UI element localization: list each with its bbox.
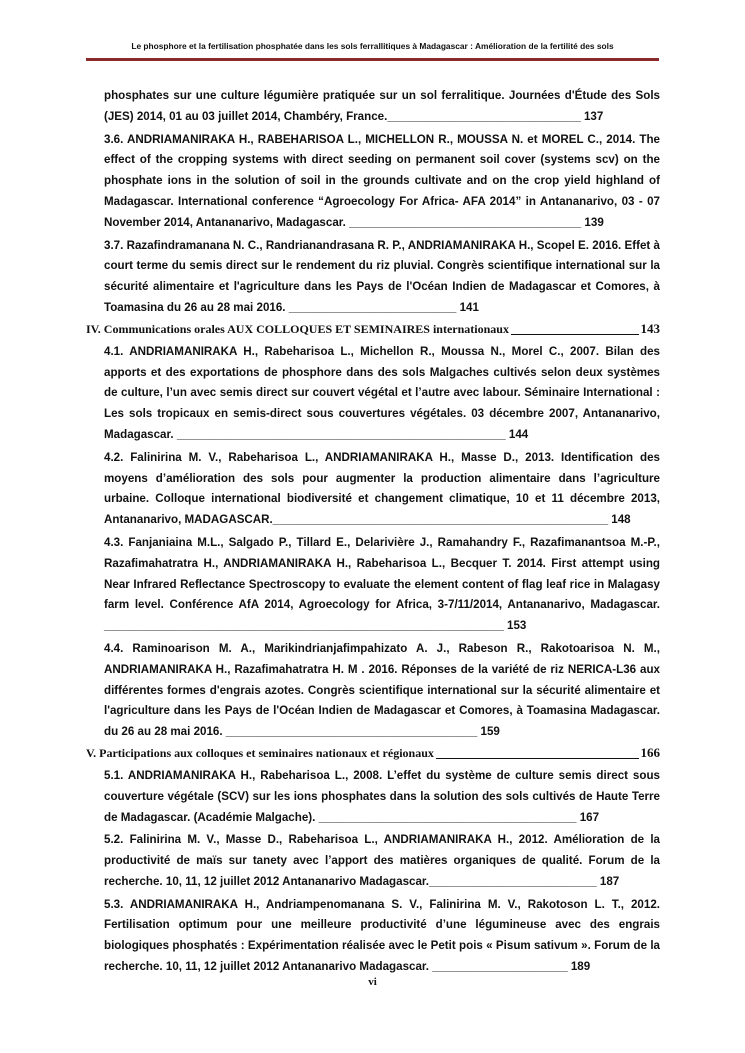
header-rule: [86, 58, 659, 61]
toc-section-iv[interactable]: [86, 321, 660, 337]
running-header: Le phosphore et la fertilisation phosphatée dans les sols ferrallitiques à Madagascar : Amélioration de la fertilité des sols: [131, 41, 614, 51]
section-v-page: 166: [640, 744, 660, 760]
toc-entry-5-1[interactable]: 5.1. ANDRIAMANIRAKA H., Rabeharisoa L., 2008. L’effet du système de culture semis direct sous couverture végétale (SCV) sur les ions phosphates dans la solution des sols cultivés de Haute Terre de Madagascar. (Académie Malgache). ________________________________________ 167: [104, 768, 660, 824]
toc-entry-5-2[interactable]: 5.2. Falinirina M. V., Masse D., Rabeharisoa L., ANDRIAMANIRAKA H., 2012. Amélioration de la productivité de maïs sur tanety avec l’apport des matières organiques de qualité. Forum de la recherche. 10, 11, 12 juillet 2012 Antananarivo Madagascar.__________________________ 187: [104, 833, 660, 888]
table-of-contents: [86, 86, 660, 980]
toc-entry-3-7[interactable]: 3.7. Razafindramanana N. C., Randrianandrasana R. P., ANDRIAMANIRAKA H., Scopel E. 2016. Effet à court terme du semis direct sur le rendement du riz pluvial. Congrès scientifique international sur la sécurité alimentaire et l'agriculture dans les Pays de l'Océan Indien de Madagascar et Comores, à Toamasina du 26 au 28 mai 2016. __________________________ 141: [104, 238, 660, 314]
toc-section-v[interactable]: [86, 745, 660, 761]
page-number: vi: [368, 976, 377, 988]
section-iv-page: 143: [640, 320, 660, 336]
section-v-title: V. Participations aux colloques et seminaires nationaux et régionaux: [86, 745, 434, 760]
dot-leader: [511, 333, 639, 335]
section-iv-title: IV. Communications orales AUX COLLOQUES ET SEMINAIRES internationaux: [86, 321, 509, 336]
toc-entry-3-5-continued[interactable]: phosphates sur une culture légumière pratiquée sur un sol ferralitique. Journées d'Étude des Sols (JES) 2014, 01 au 03 juillet 2014, Chambéry, France.______________________________ 137: [104, 89, 660, 123]
toc-entry-4-3[interactable]: 4.3. Fanjaniaina M.L., Salgado P., Tillard E., Delarivière J., Ramahandry F., Razafimanantsoa M.-P., Razafimahatratra H., ANDRIAMANIRAKA H., Rabeharisoa L., Becquer T. 2014. First attempt using Near Infrared Reflectance Spectroscopy to evaluate the element content of flag leaf rice in Malagasy farm level. Conférence AfA 2014, Agroecology for Africa, 3-7/11/2014, Antananarivo, Madagascar. ______________________________________________________________ 153: [104, 535, 660, 633]
dot-leader: [436, 757, 639, 759]
toc-entry-4-2[interactable]: 4.2. Falinirina M. V., Rabeharisoa L., ANDRIAMANIRAKA H., Masse D., 2013. Identification des moyens d’amélioration des sols pour augmenter la production alimentaire dans l’agriculture urbaine. Colloque international biodiversité et changement climatique, 10 et 11 décembre 2013, Antananarivo, MADAGASCAR.____________________________________________________ 148: [104, 450, 660, 527]
toc-entry-4-4[interactable]: 4.4. Raminoarison M. A., Marikindrianjafimpahizato A. J., Rabeson R., Rakotoarisoa N. M., ANDRIAMANIRAKA H., Razafimahatratra H. M . 2016. Réponses de la variété de riz NERICA-L36 aux différentes formes d'engrais azotes. Congrès scientifique international sur la sécurité alimentaire et l'agriculture dans les Pays de l'Océan Indien de Madagascar et Comores, à Toamasina Madagascar. du 26 au 28 mai 2016. _______________________________________ 159: [104, 641, 660, 739]
toc-entry-5-3[interactable]: 5.3. ANDRIAMANIRAKA H., Andriampenomanana S. V., Falinirina M. V., Rakotoson L. T., 2012. Fertilisation optimum pour une meilleure productivité d’une légumineuse avec des engrais biologiques phosphatés : Expérimentation réalisée avec le Petit pois « Pisum sativum ». Forum de la recherche. 10, 11, 12 juillet 2012 Antananarivo Madagascar. _____________________ 189: [104, 897, 660, 974]
toc-entry-3-6[interactable]: 3.6. ANDRIAMANIRAKA H., RABEHARISOA L., MICHELLON R., MOUSSA N. et MOREL C., 2014. The effect of the cropping systems with direct seeding on permanent soil cover (systems scv) on the phosphate ions in the solution of soil in the grounds cultivate and on the crop yield highland of Madagascar. International conference “Agroecology For Africa- AFA 2014” in Antananarivo, 03 - 07 November 2014, Antananarivo, Madagascar. ____________________________________ 139: [104, 132, 660, 229]
toc-entry-4-1[interactable]: 4.1. ANDRIAMANIRAKA H., Rabeharisoa L., Michellon R., Moussa N., Morel C., 2007. Bilan des apports et des exportations de phosphore dans des sols Malgaches cultivés selon deux systèmes de culture, l’un avec semis direct sur couvert végétal et l’autre avec labour. Séminaire International : Les sols tropicaux en semis-direct sous couvertures végétales. 03 décembre 2007, Antananarivo, Madagascar. ___________________________________________________ 144: [104, 344, 660, 441]
